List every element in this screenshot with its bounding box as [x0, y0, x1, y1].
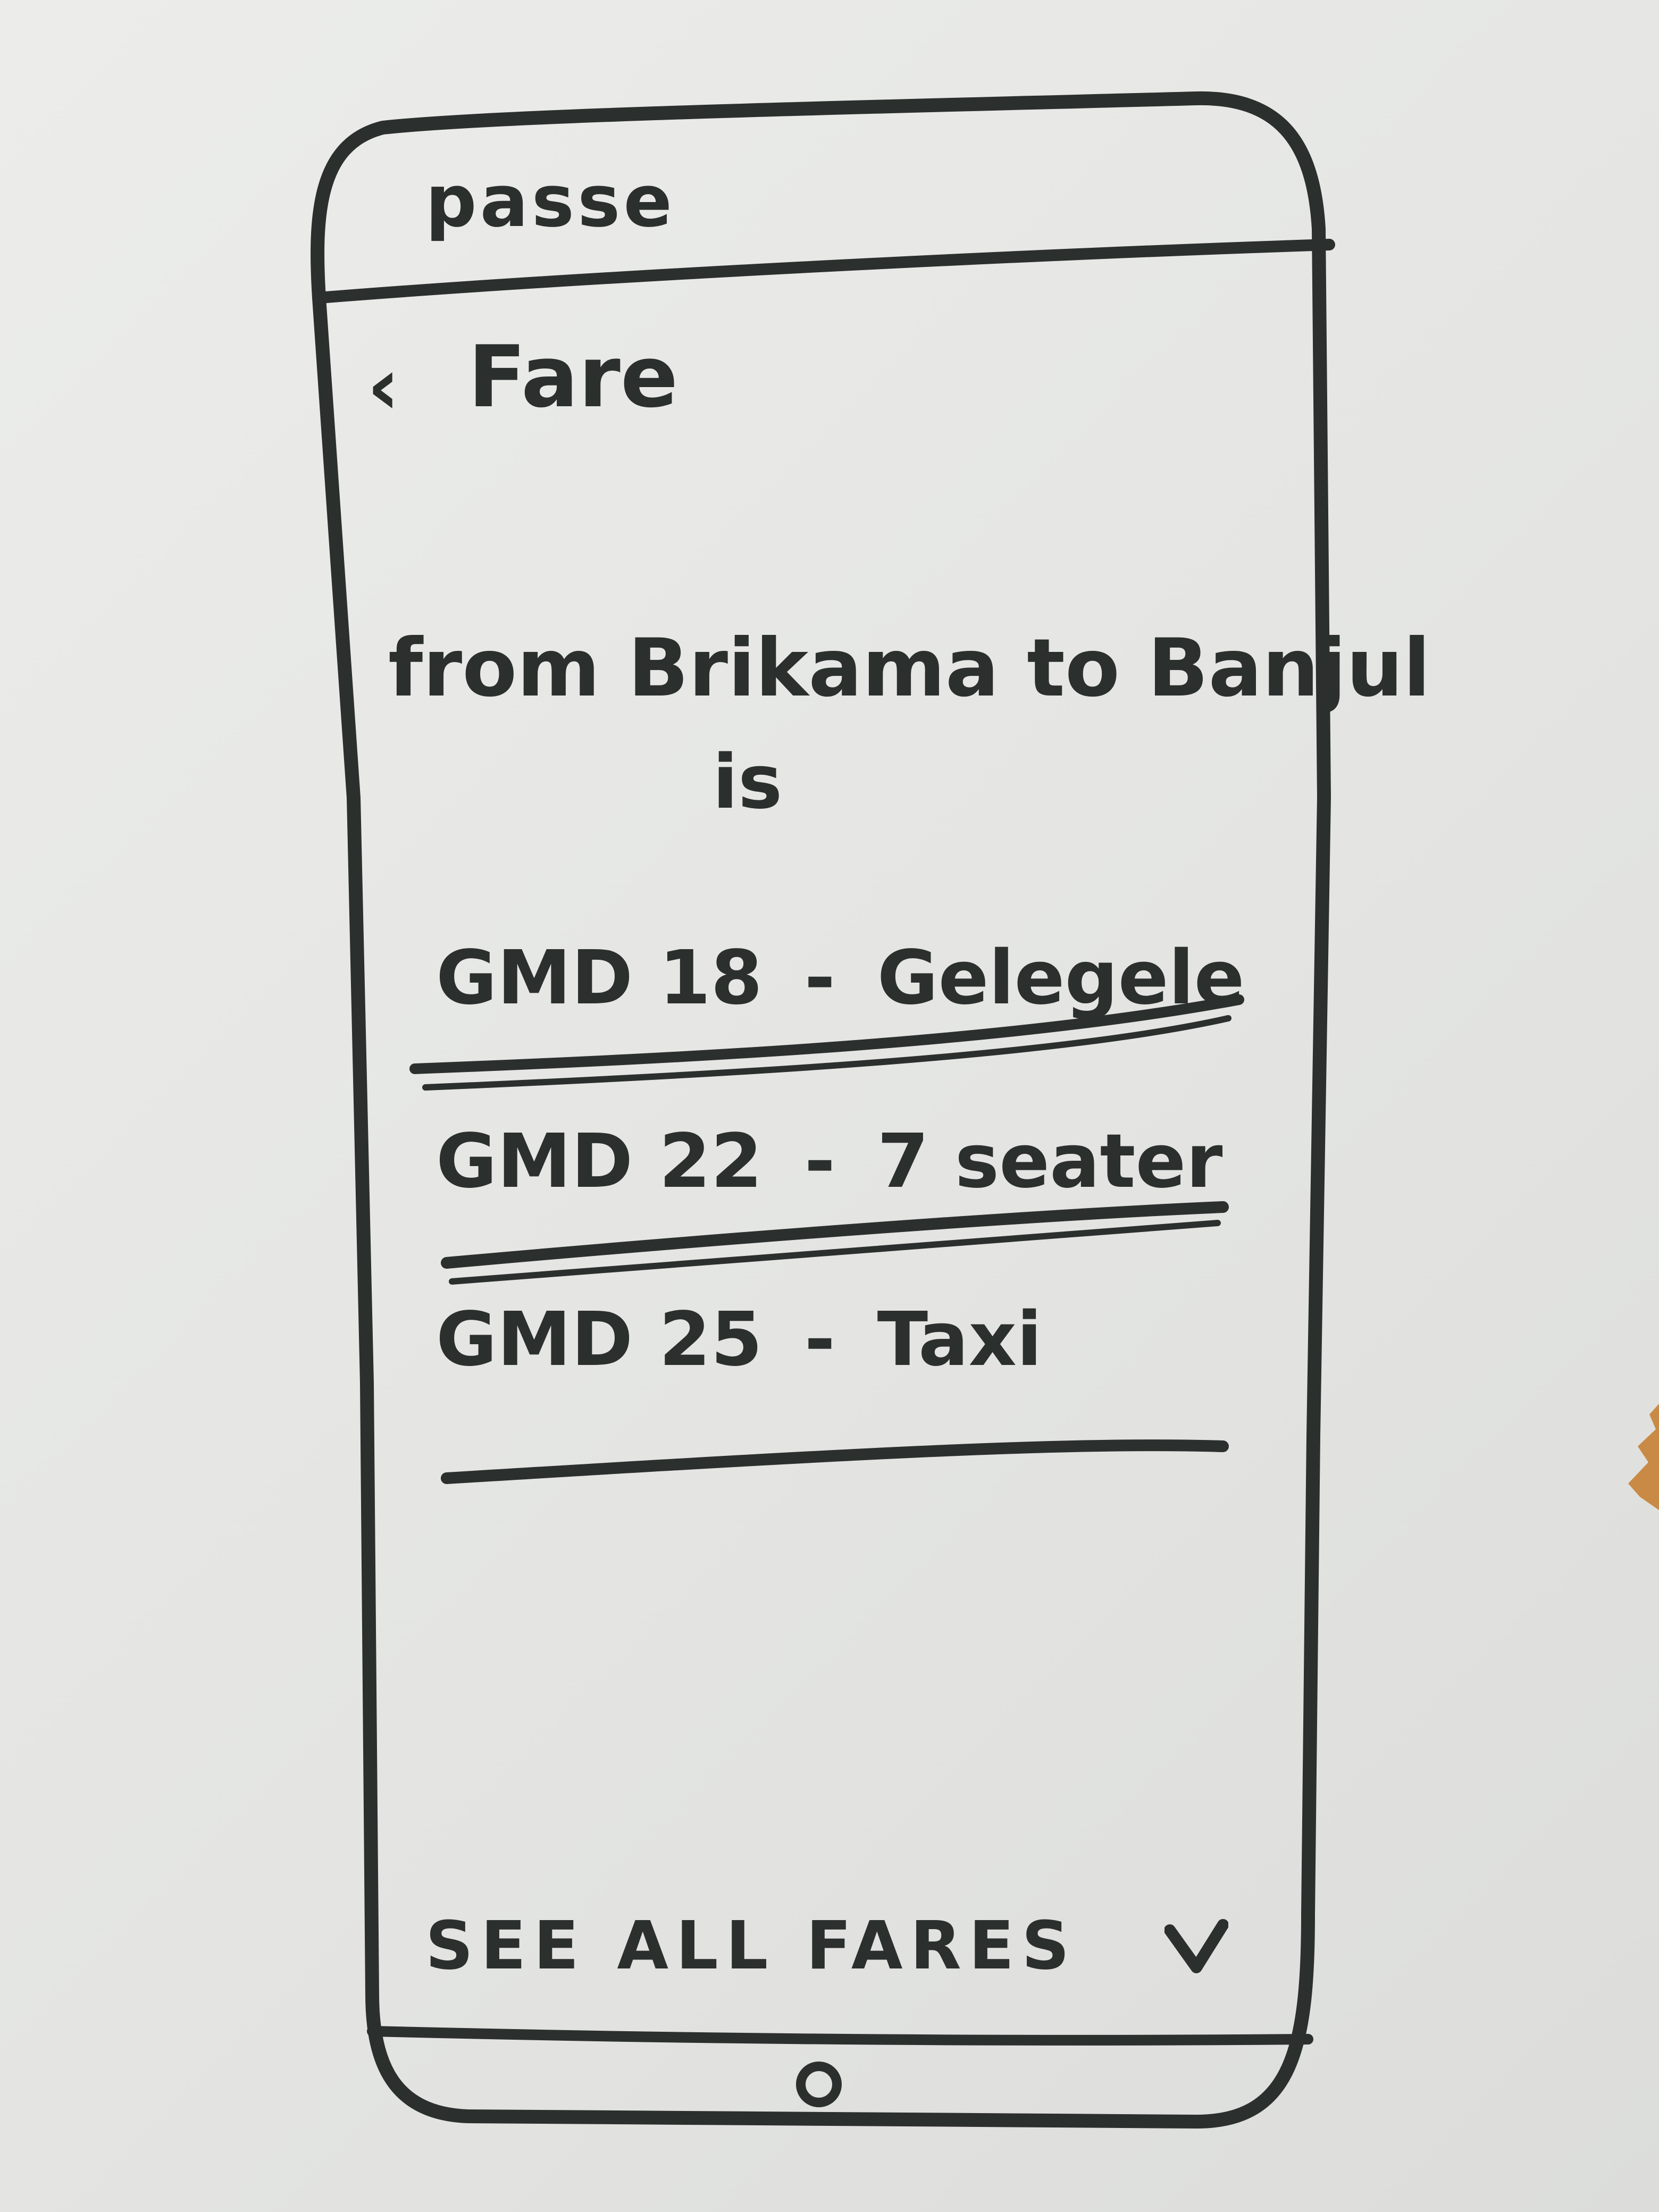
see-all-fares-button[interactable] — [425, 1893, 1250, 1999]
fare-separator: - — [804, 1118, 835, 1205]
back-chevron-icon[interactable]: ‹ — [367, 340, 400, 433]
fare-vehicle: Gelegele — [877, 935, 1245, 1021]
fare-row-gelegele[interactable] — [436, 925, 1245, 1032]
fare-currency: GMD — [436, 1296, 633, 1383]
fare-row-divider-2 — [447, 1445, 1223, 1478]
fare-currency: GMD — [436, 1118, 633, 1205]
fare-row-7-seater[interactable] — [436, 1109, 1234, 1215]
chevron-down-icon — [1164, 1893, 1228, 1999]
fare-vehicle: Taxi — [877, 1296, 1042, 1383]
nav-bar-divider — [372, 2031, 1308, 2040]
fare-row-taxi[interactable] — [436, 1287, 1234, 1393]
app-title: passe — [425, 160, 676, 243]
fare-vehicle: 7 seater — [877, 1118, 1223, 1205]
fare-currency: GMD — [436, 935, 633, 1021]
page-title: Fare — [468, 327, 678, 426]
status-bar-divider — [319, 245, 1329, 298]
fare-amount: 25 — [659, 1296, 763, 1383]
fare-separator: - — [804, 1296, 835, 1383]
home-button-icon[interactable] — [792, 2058, 845, 2111]
fare-separator: - — [804, 935, 835, 1021]
fare-amount: 18 — [659, 935, 763, 1021]
fare-amount: 22 — [659, 1118, 763, 1205]
route-headline: from Brikama to Banjul — [388, 622, 1431, 715]
see-all-fares-label: SEE ALL FARES — [425, 1907, 1077, 1984]
route-headline-suffix: is — [713, 739, 783, 826]
